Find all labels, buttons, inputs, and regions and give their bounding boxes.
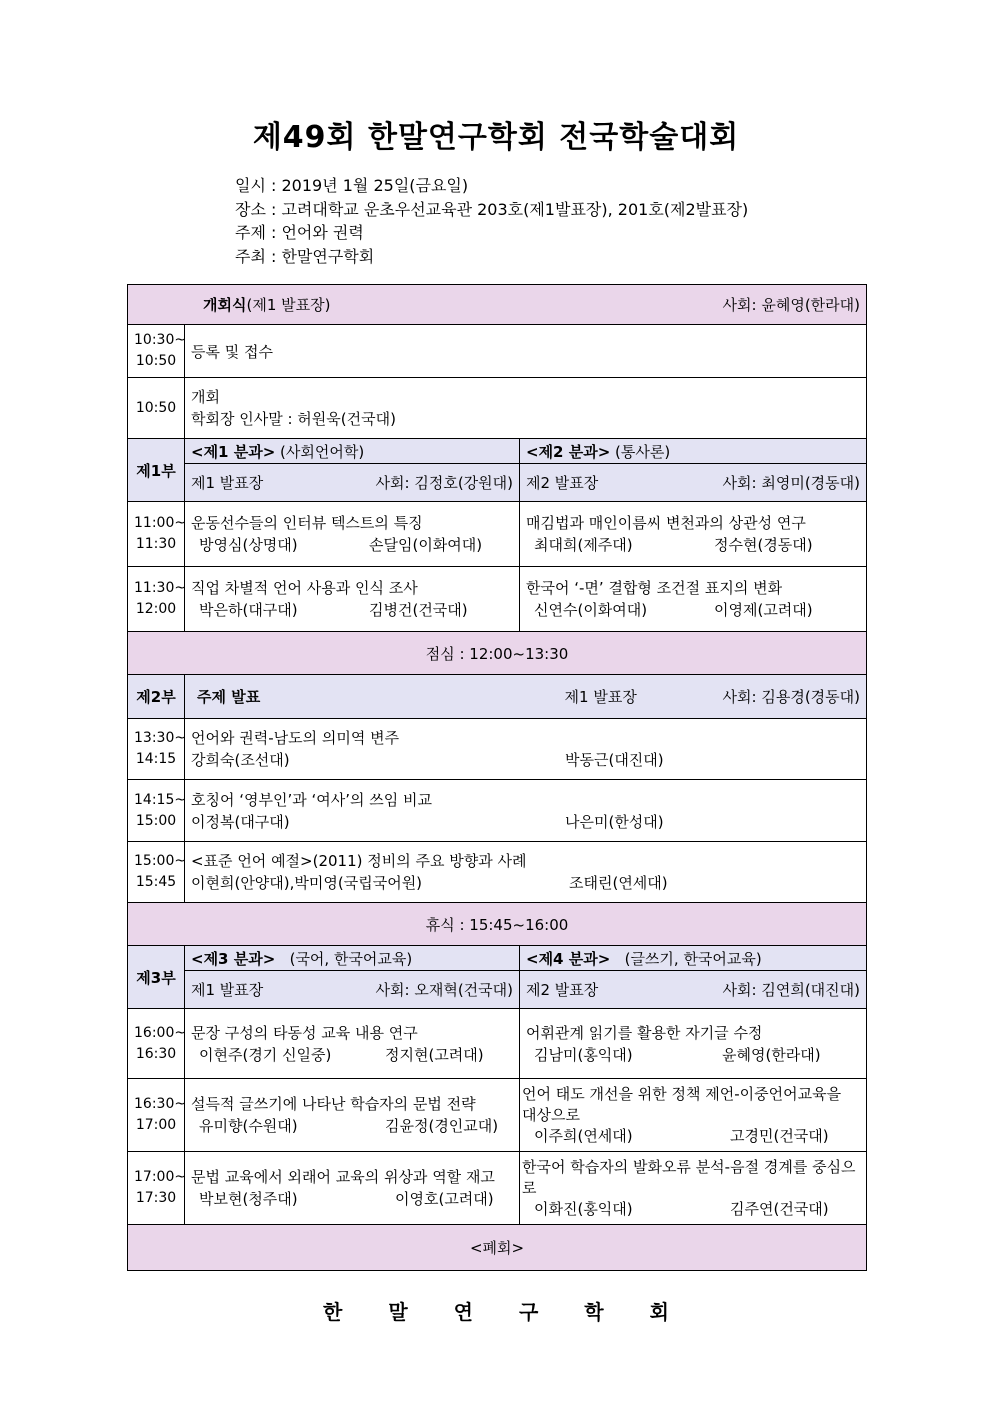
schedule-row xyxy=(128,1009,867,1079)
discussant: 고경민(건국대) xyxy=(730,1126,829,1145)
discussant: 이영제(고려대) xyxy=(714,601,813,619)
time-cell: 17:00~ 17:30 xyxy=(128,1152,185,1225)
track1-header: <제1 분과> (사회언어학) xyxy=(185,439,520,464)
presenter: 유미향(수원대) xyxy=(199,1117,298,1135)
event-place: 장소 : 고려대학교 운초우선교육관 203호(제1발표장), 201호(제2발표장) xyxy=(235,199,749,219)
presenter: 신연수(이화여대) xyxy=(534,601,648,619)
talk-title: 언어 태도 개선을 위한 정책 제언-이중언어교육을 대상으로 xyxy=(522,1084,842,1124)
part2-header: 주제 발표 제1 발표장 사회: 김용경(경동대) xyxy=(185,675,867,719)
talk-cell xyxy=(520,502,867,567)
talk-cell xyxy=(185,842,867,903)
schedule-row xyxy=(128,1152,867,1225)
part1-room-row xyxy=(128,464,867,502)
talk-title: 언어와 권력-남도의 의미역 변주 xyxy=(191,729,400,747)
talk-cell xyxy=(520,1079,867,1152)
discussant: 김병건(건국대) xyxy=(369,601,468,619)
part1-header-row xyxy=(128,439,867,464)
talk-cell xyxy=(185,1152,520,1225)
lunch-row xyxy=(128,632,867,675)
discussant: 박동근(대진대) xyxy=(565,751,664,769)
time-cell: 14:15~ 15:00 xyxy=(128,780,185,842)
talk-cell xyxy=(185,719,867,780)
schedule-row xyxy=(128,1079,867,1152)
talk-title: 문장 구성의 타동성 교육 내용 연구 xyxy=(191,1023,418,1042)
time-cell: 16:00~ 16:30 xyxy=(128,1009,185,1079)
discussant: 정지현(고려대) xyxy=(385,1045,484,1064)
presenter: 이화진(홍익대) xyxy=(534,1199,633,1218)
discussant: 손달임(이화여대) xyxy=(369,536,483,554)
discussant: 김윤정(경인교대) xyxy=(385,1117,499,1135)
presenter: 김남미(홍익대) xyxy=(534,1045,633,1064)
discussant: 이영호(고려대) xyxy=(395,1190,494,1208)
session-cell xyxy=(185,325,867,378)
time-cell: 11:00~ 11:30 xyxy=(128,502,185,567)
talk-title: 운동선수들의 인터뷰 텍스트의 특징 xyxy=(191,514,423,532)
session-title: 등록 및 접수 xyxy=(191,342,273,361)
event-host: 주최 : 한말연구학회 xyxy=(235,246,375,266)
part3-label: 제3부 xyxy=(128,946,185,1009)
talk-title: 문법 교육에서 외래어 교육의 위상과 역할 재고 xyxy=(191,1168,495,1186)
talk-title: 한국어 ‘-면’ 결합형 조건절 표지의 변화 xyxy=(526,579,783,597)
talk-cell xyxy=(185,502,520,567)
talk-title: 호칭어 ‘영부인’과 ‘여사’의 쓰임 비교 xyxy=(191,790,433,809)
discussant: 정수현(경동대) xyxy=(714,536,813,554)
discussant: 나은미(한성대) xyxy=(565,812,664,831)
talk-cell xyxy=(520,1152,867,1225)
part2-label: 제2부 xyxy=(128,675,185,719)
presenter: 이정복(대구대) xyxy=(191,812,290,831)
schedule-row xyxy=(128,378,867,439)
schedule-row xyxy=(128,719,867,780)
presenter: 이현희(안양대),박미영(국립국어원) xyxy=(191,874,423,892)
opening-room: (제1 발표장) xyxy=(246,296,331,314)
time-cell: 13:30~ 14:15 xyxy=(128,719,185,780)
session-cell xyxy=(185,378,867,439)
program-table xyxy=(127,284,867,1271)
event-info xyxy=(235,174,748,268)
break-row xyxy=(128,903,867,946)
talk-title: <표준 언어 예절>(2011) 정비의 주요 방향과 사례 xyxy=(191,852,527,870)
time-cell: 15:00~ 15:45 xyxy=(128,842,185,903)
discussant: 조태린(연세대) xyxy=(569,874,668,892)
page-title: 제49회 한말연구학회 전국학술대회 xyxy=(252,120,740,155)
presenter: 이주희(연세대) xyxy=(534,1126,633,1145)
schedule-row xyxy=(128,502,867,567)
opening-moderator: 사회: 윤혜영(한라대) xyxy=(722,296,860,314)
track2-room: 제2 발표장 사회: 최영미(경동대) xyxy=(520,464,867,502)
talk-title: 어휘관계 읽기를 활용한 자기글 수정 xyxy=(526,1023,763,1042)
part1-label: 제1부 xyxy=(128,439,185,502)
talk-title: 설득적 글쓰기에 나타난 학습자의 문법 전략 xyxy=(191,1095,476,1113)
time-cell: 10:30~ 10:50 xyxy=(128,325,185,378)
event-date: 일시 : 2019년 1월 25일(금요일) xyxy=(235,176,469,195)
track1-room: 제1 발표장 사회: 김정호(강원대) xyxy=(185,464,520,502)
track4-room: 제2 발표장 사회: 김연희(대진대) xyxy=(520,971,867,1009)
presenter: 박은하(대구대) xyxy=(199,601,298,619)
lunch-break: 점심 : 12:00~13:30 xyxy=(128,632,867,675)
part2-header-row xyxy=(128,675,867,719)
presenter: 강희숙(조선대) xyxy=(191,751,290,769)
opening-header xyxy=(128,285,867,325)
talk-cell xyxy=(185,1009,520,1079)
presenter: 최대희(제주대) xyxy=(534,536,633,554)
opening-label: 개회식 xyxy=(203,296,247,314)
talk-cell xyxy=(185,567,520,632)
track4-header: <제4 분과> (글쓰기, 한국어교육) xyxy=(520,946,867,971)
closing-row xyxy=(128,1225,867,1271)
session-detail: 학회장 인사말 : 허원욱(건국대) xyxy=(191,410,396,428)
talk-cell xyxy=(185,780,867,842)
presenter: 이현주(경기 신일중) xyxy=(199,1045,332,1064)
presenter: 방영심(상명대) xyxy=(199,536,298,554)
footer-organizer: 한말연구학회 xyxy=(323,1300,715,1324)
schedule-row xyxy=(128,842,867,903)
presenter: 박보현(청주대) xyxy=(199,1190,298,1208)
talk-title: 한국어 학습자의 발화오류 분석-음절 경계를 중심으로 xyxy=(522,1157,856,1197)
track3-header: <제3 분과> (국어, 한국어교육) xyxy=(185,946,520,971)
track2-header: <제2 분과> (통사론) xyxy=(520,439,867,464)
schedule-row xyxy=(128,567,867,632)
opening-header-row xyxy=(128,285,867,325)
discussant: 윤혜영(한라대) xyxy=(722,1045,821,1064)
time-cell: 11:30~ 12:00 xyxy=(128,567,185,632)
schedule-row xyxy=(128,325,867,378)
time-cell: 10:50 xyxy=(128,378,185,439)
closing-label: <폐회> xyxy=(128,1225,867,1271)
part3-header-row xyxy=(128,946,867,971)
session-title: 개회 xyxy=(191,388,220,406)
track3-room: 제1 발표장 사회: 오재혁(건국대) xyxy=(185,971,520,1009)
discussant: 김주연(건국대) xyxy=(730,1199,829,1218)
event-theme: 주제 : 언어와 권력 xyxy=(235,223,364,242)
schedule-row xyxy=(128,780,867,842)
talk-cell xyxy=(185,1079,520,1152)
talk-title: 직업 차별적 언어 사용과 인식 조사 xyxy=(191,579,418,597)
part3-room-row xyxy=(128,971,867,1009)
rest-break: 휴식 : 15:45~16:00 xyxy=(128,903,867,946)
talk-cell xyxy=(520,567,867,632)
talk-cell xyxy=(520,1009,867,1079)
time-cell: 16:30~ 17:00 xyxy=(128,1079,185,1152)
talk-title: 매김법과 매인이름씨 변천과의 상관성 연구 xyxy=(526,514,806,532)
